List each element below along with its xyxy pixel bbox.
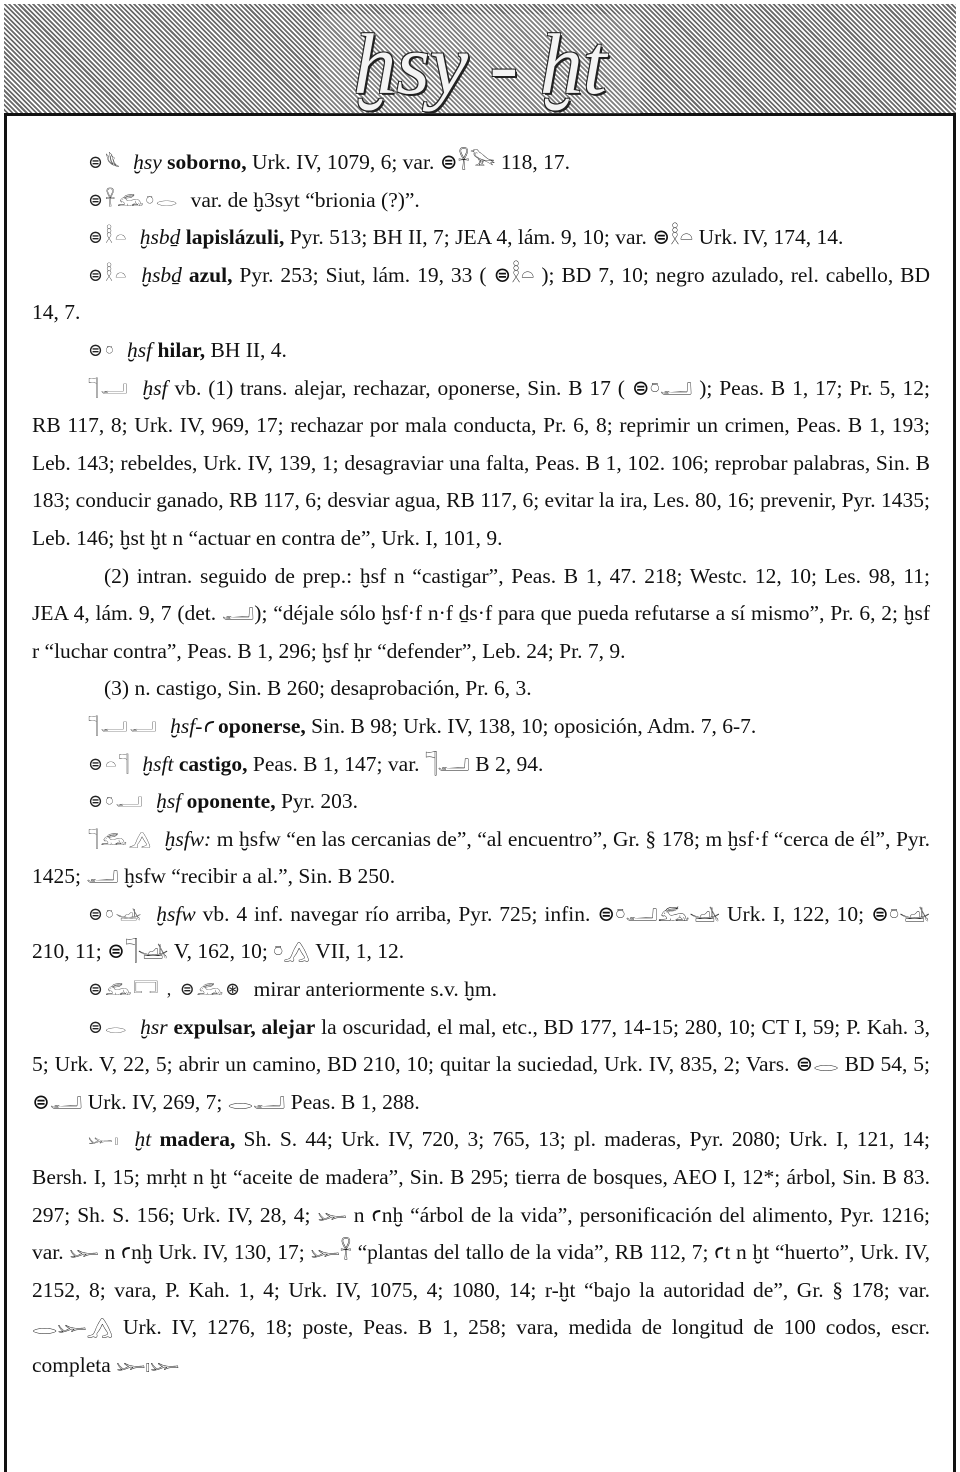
entry-text: la oscuridad, el mal, etc., BD 177, 14-15; 280, 10; CT I, 59; P. Kah. 3, 5; Urk. V, 22, 5; abrir un camino, BD 210, 10; quitar la suciedad, Urk. IV, 835, 2; Vars. ⊜𓂋 BD 54, 5; ⊜𓂝 Urk. IV, 269, 7; 𓂋𓂝 Peas. B 1, 288.: [32, 1014, 931, 1114]
hieroglyph-icon: 𓊹𓂝𓂝: [88, 715, 159, 736]
entry-text: Pyr. 203.: [280, 789, 359, 814]
entry-text: var. de ḫ3syt “brionia (?)”.: [190, 187, 420, 212]
entry-hsy-soborno: [32, 144, 930, 182]
entry-hsf-a: [32, 708, 930, 746]
entry-hsfw-cercanias: [32, 821, 930, 896]
hieroglyph-icon: ⊜𓎛𓏏: [88, 227, 129, 248]
entry-text: Pyr. 513; BH II, 7; JEA 4, lám. 9, 10; var. ⊜𓎛𓏏 Urk. IV, 174, 14.: [289, 225, 844, 250]
hieroglyph-icon: ⊜𓎛𓏏: [88, 264, 129, 285]
entry-hsf-oponente: [32, 783, 930, 821]
entry-meaning: expulsar, alejar: [173, 1014, 316, 1039]
entry-hsf-hilar: [32, 332, 930, 370]
page-title: ḫsy - ḫt: [319, 14, 640, 114]
hieroglyph-icon: ⊜𓃹𓉐 , ⊜𓃹⊛: [88, 979, 243, 1000]
entry-lemma: ḫt: [134, 1127, 152, 1152]
entry-text: (2) intran. seguido de prep.: ḫsf n “castigar”, Peas. B 1, 47. 218; Westc. 12, 10; Les. 98, 11; JEA 4, lám. 9, 7 (det. 𓂝); “déjale sólo ḫsf·f n·f ḏs·f para que pueda refutarse a sí mismo”, Pr. 6, 2; ḫsf r “luchar contra”, Peas. B 1, 296; ḫsf ḥr “defender”, Leb. 24; Pr. 7, 9.: [32, 563, 930, 663]
dictionary-content: [32, 144, 930, 1385]
entry-hsr-expulsar: [32, 1009, 930, 1122]
entry-text: vb. 4 inf. navegar río arriba, Pyr. 725; infin. ⊜𓏌𓂝𓃹𓊛 Urk. I, 122, 10; ⊜𓏌𓊛 210, 11; ⊜𓊹𓊛 V, 162, 10; 𓏌𓂻 VII, 1, 12.: [32, 901, 931, 964]
hieroglyph-icon: ⊜𓋹𓃹𓏌𓂋: [88, 189, 180, 210]
entry-meaning: hilar,: [157, 337, 206, 362]
hieroglyph-icon: ⊜𓂋: [88, 1016, 129, 1037]
entry-hsf-vb: [32, 370, 930, 558]
entry-lemma: ḫsf: [142, 375, 168, 400]
hieroglyph-icon: 𓊹𓃹𓂻: [88, 828, 154, 849]
header-banner: [4, 4, 956, 116]
entry-lemma: ḫsbḏ: [141, 262, 182, 287]
entry-text: Pyr. 253; Siut, lám. 19, 33 ( ⊜𓎛𓏏 ); BD 7, 10; negro azulado, rel. cabello, BD 14, 7.: [32, 262, 930, 325]
entry-lemma: ḫsf: [127, 337, 153, 362]
entry-text: (3) n. castigo, Sin. B 260; desaprobación, Pr. 6, 3.: [104, 676, 532, 701]
entry-lemma: ḫsf-ꜥ: [170, 713, 213, 738]
entry-hsfw-navegar: [32, 896, 930, 971]
hieroglyph-icon: 𓆱𓏤: [88, 1129, 121, 1150]
entry-hsf-n: [32, 670, 930, 708]
entry-lemma: ḫsr: [140, 1014, 168, 1039]
entry-lemma: ḫsy: [133, 150, 162, 174]
entry-hsft-castigo: [32, 746, 930, 784]
entry-meaning: oponente,: [186, 789, 276, 814]
entry-meaning: oponerse,: [217, 713, 306, 738]
entry-lemma: ḫsbḏ: [139, 225, 181, 250]
entry-ht-madera: [32, 1121, 930, 1384]
entry-text: mirar anteriormente s.v. ḫm.: [253, 977, 498, 1002]
hieroglyph-icon: ⊜𓆰: [88, 152, 122, 172]
entry-text: BH II, 4.: [210, 337, 287, 362]
entry-lemma: ḫsfw:: [164, 826, 212, 851]
entry-meaning: castigo,: [178, 751, 248, 776]
entry-hsbd-lapislazuli: [32, 219, 930, 257]
hieroglyph-icon: 𓊹𓂝: [88, 377, 130, 398]
hieroglyph-icon: ⊜𓏌𓊛: [88, 903, 144, 924]
entry-meaning: soborno,: [167, 150, 247, 174]
hieroglyph-icon: ⊜𓏌𓂝: [88, 791, 145, 812]
entry-text: m ḫsfw “en las cercanias de”, “al encuentro”, Gr. § 178; m ḫsf·f “cerca de él”, Pyr. 1425; 𓂝 ḫsfw “recibir a al.”, Sin. B 250.: [32, 826, 931, 889]
entry-meaning: lapislázuli,: [185, 225, 285, 250]
entry-text: Sh. S. 44; Urk. IV, 720, 3; 765, 13; pl. maderas, Pyr. 2080; Urk. I, 121, 14; Bersh. I, 15; mrḥt n ḫt “aceite de madera”, Sin. B 295; tierra de bosques, AEO I, 12*; árbol, Sin. B 83. 297; Sh. S. 156; Urk. IV, 28, 4; 𓆱 n ꜥnḫ “árbol de la vida”, personificación del alimento, Pyr. 1216; var. 𓆱 n ꜥnḫ Urk. IV, 130, 17; 𓆱𓋹 “plantas del tallo de la vida”, RB 112, 7; ꜥt n ḫt “huerto”, Urk. IV, 2152, 8; vara, P. Kah. 1, 4; Urk. IV, 1075, 4; 1080, 14; r-ḫt “bajo la autoridad de”, Gr. § 178; var. 𓂋𓆱𓂻 Urk. IV, 1276, 18; poste, Peas. B 1, 258; vara, medida de longitud de 100 codos, escr. completa 𓆱𓏤𓆱: [32, 1127, 931, 1377]
entry-hsf-intran: [32, 558, 930, 671]
entry-lemma: ḫsf: [156, 789, 182, 814]
entry-text: Urk. IV, 1079, 6; var. ⊜𓋹𓅨 118, 17.: [251, 150, 570, 174]
entry-text: Sin. B 98; Urk. IV, 138, 10; oposición, Adm. 7, 6-7.: [311, 713, 757, 738]
entry-lemma: ḫsft: [142, 751, 174, 776]
entry-hsbd-azul: [32, 257, 930, 332]
entry-mirar: [32, 971, 930, 1009]
entry-text: Peas. B 1, 147; var. 𓊹𓂝 B 2, 94.: [252, 751, 544, 776]
hieroglyph-icon: ⊜𓏌: [88, 339, 116, 360]
entry-var-brionia: [32, 182, 930, 220]
hieroglyph-icon: ⊜𓏏𓊹: [88, 753, 132, 774]
entry-meaning: azul,: [188, 262, 233, 287]
entry-meaning: madera,: [159, 1127, 236, 1152]
entry-text: vb. (1) trans. alejar, rechazar, oponerse, Sin. B 17 ( ⊜𓏌𓂝 ); Peas. B 1, 17; Pr. 5, 12; RB 117, 8; Urk. IV, 969, 17; rechazar por mala conducta, Pr. 6, 8; reprimir un crimen, Peas. B 1, 193; Leb. 143; rebeldes, Urk. IV, 139, 1; desagraviar una falta, Peas. B 1, 102. 106; reprobar palabras, Sin. B 183; conducir ganado, RB 117, 6; desviar agua, RB 117, 6; evitar la ira, Les. 80, 16; prevenir, Pyr. 1435; Leb. 146; ḫst ḫt n “actuar en contra de”, Urk. I, 101, 9.: [32, 375, 931, 550]
entry-lemma: ḫsfw: [156, 901, 196, 926]
